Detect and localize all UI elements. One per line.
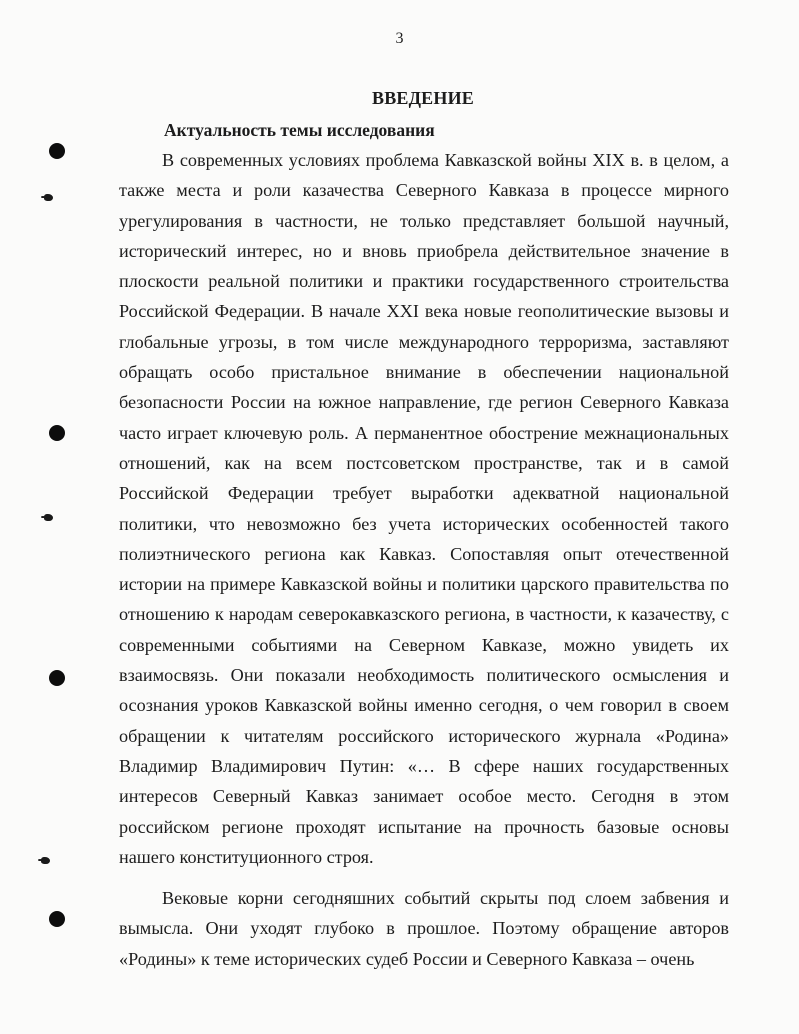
scan-speck (41, 857, 50, 864)
punch-hole (49, 425, 65, 441)
body-text (119, 145, 729, 974)
scan-speck (44, 194, 53, 201)
punch-hole (49, 911, 65, 927)
scan-speck (44, 514, 53, 521)
paragraph-2: Вековые корни сегодняшних событий скрыты под слоем забвения и вымысла. Они уходят глубоко в прошлое. Поэтому обращение авторов «Родины» к теме исторических судеб России и Северного Кавказа – очень (119, 888, 729, 969)
page-number: 3 (395, 30, 404, 47)
punch-hole (49, 670, 65, 686)
paragraph-1: В современных условиях проблема Кавказской войны XIX в. в целом, а также места и роли казачества Северного Кавказа в процессе мирного урегулирования в частности, не только представляет большой научный, исторический интерес, но и вновь приобрела действительное значение в плоскости реальной политики и практики государственного строительства Российской Федерации. В начале XXI века новые геополитические вызовы и глобальные угрозы, в том числе международного терроризма, заставляют обращать особо пристальное внимание в обеспечении национальной безопасности России на южное направление, где регион Северного Кавказа часто играет ключевую роль. А перманентное обострение межнациональных отношений, как на всем постсоветском пространстве, так и в самой Российской Федерации требует выработки адекватной национальной политики, что невозможно без учета исторических особенностей такого полиэтнического региона как Кавказ. Сопоставляя опыт отечественной истории на примере Кавказской войны и политики царского правительства по отношению к народам северокавказского региона, в частности, к казачеству, с современными событиями на Северном Кавказе, можно увидеть их взаимосвязь. Они показали необходимость политического осмысления и осознания уроков Кавказской войны именно сегодня, о чем говорил в своем обращении к читателям российского исторического журнала «Родина» Владимир Владимирович Путин: «… В сфере наших государственных интересов Северный Кавказ занимает особое место. Сегодня в этом российском регионе проходят испытание на прочность базовые основы нашего конституционного строя. (119, 150, 729, 867)
section-heading: Актуальность темы исследования (164, 120, 435, 140)
page-title: ВВЕДЕНИЕ (371, 88, 474, 108)
punch-hole (49, 143, 65, 159)
